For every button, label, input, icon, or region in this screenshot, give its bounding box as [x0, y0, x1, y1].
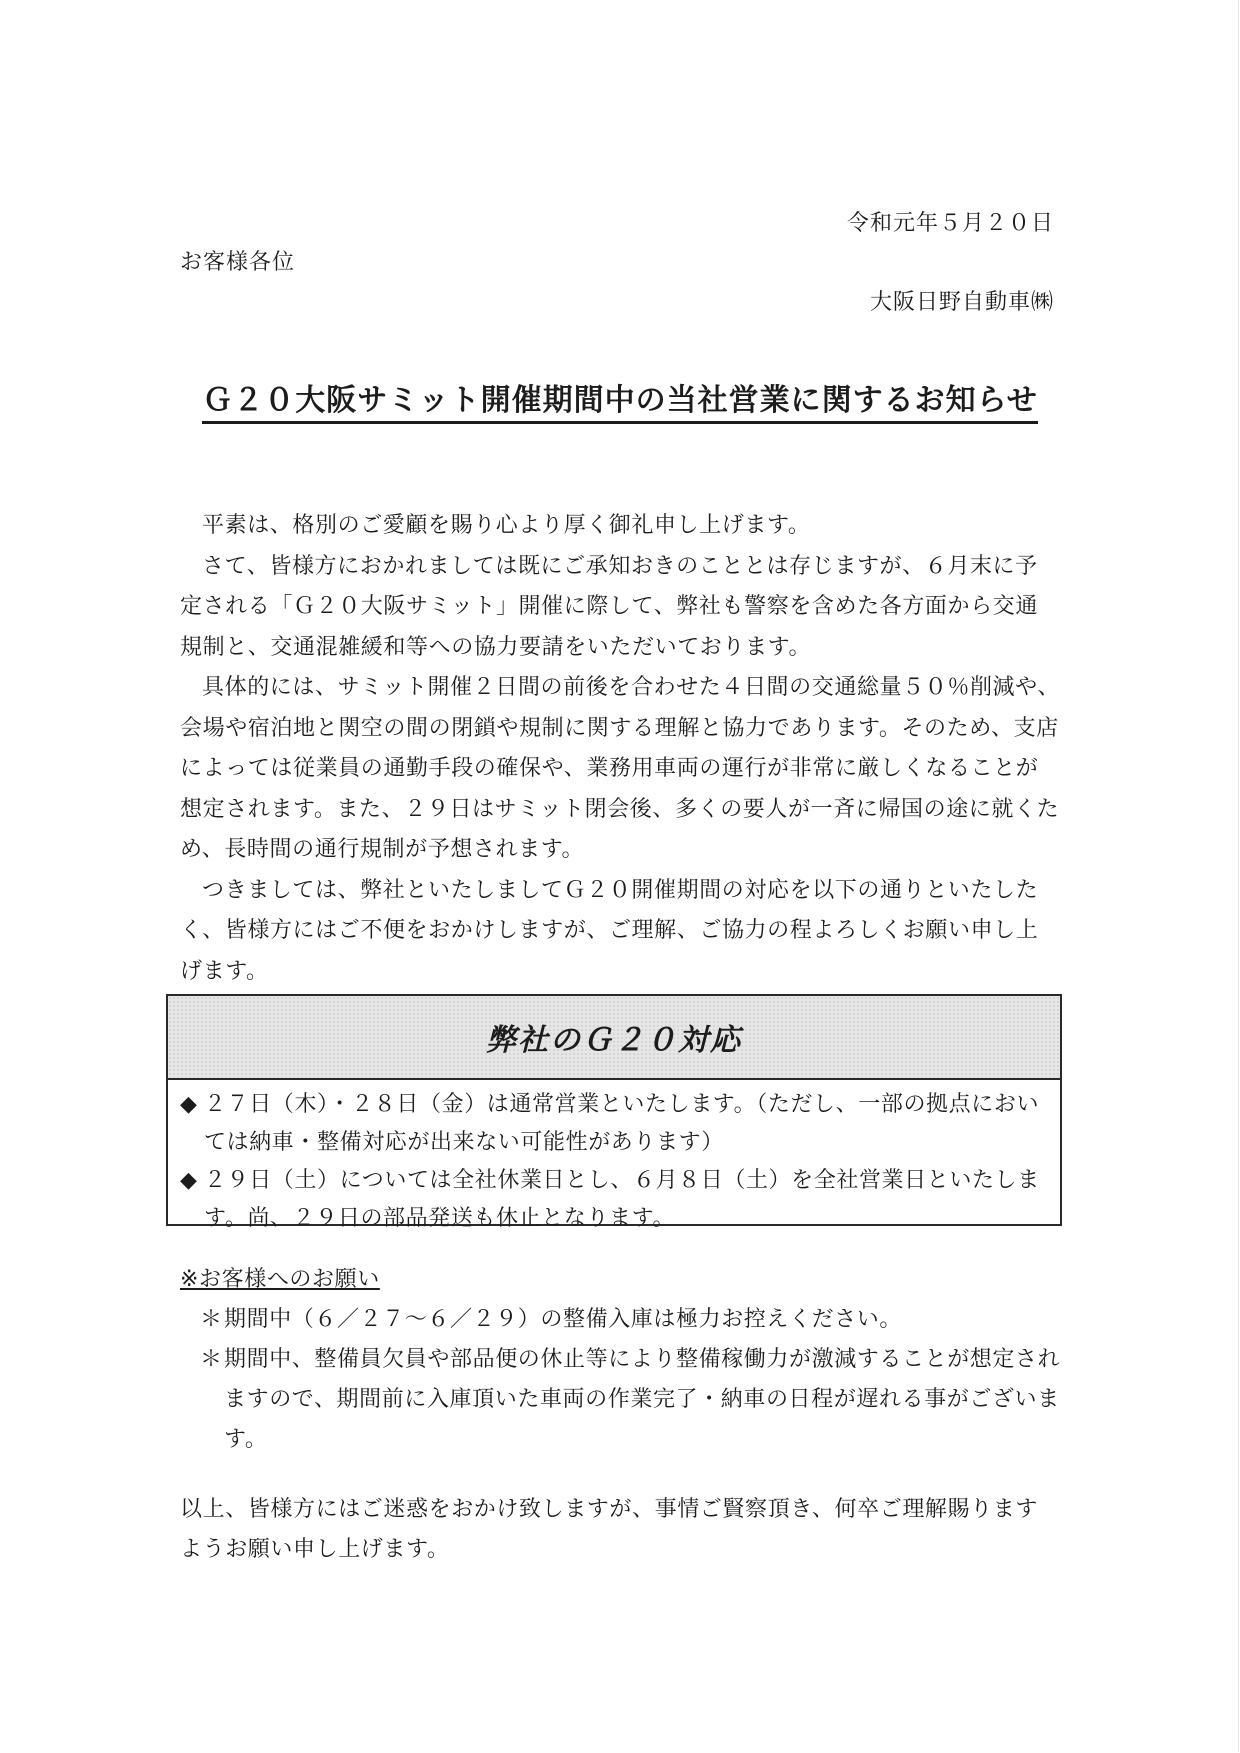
g20-bullet-item [180, 1162, 1048, 1238]
document-title: Ｇ２０大阪サミット開催期間中の当社営業に関するお知らせ [202, 383, 1038, 424]
g20-bullet-text: ２９日（土）については全社休業日とし、６月８日（土）を全社営業日といたします。尚、２９日の部品発送も休止となります。 [204, 1168, 1040, 1231]
body-paragraph: つきましては、弊社といたしましてＧ２０開催期間の対応を以下の通りといたしたく、皆様方にはご不便をおかけしますが、ご理解、ご協力の程よろしくお願い申し上げます。 [180, 877, 1039, 984]
diamond-bullet-icon: ◆ [180, 1168, 198, 1193]
asterisk-bullet-icon: ＊ [200, 1347, 223, 1372]
sender-company: 大阪日野自動車㈱ [869, 290, 1054, 315]
g20-box-heading: 弊社のＧ２０対応 [168, 996, 1060, 1080]
asterisk-bullet-icon: ＊ [200, 1307, 223, 1332]
g20-bullet-text: ２７日（木）・２８日（金）は通常営業といたします。（ただし、一部の拠点においては納車・整備対応が出来ない可能性があります） [204, 1092, 1040, 1155]
g20-response-box [166, 994, 1062, 1231]
g20-bullet-item [180, 1086, 1048, 1162]
document-title-wrapper [0, 375, 1240, 419]
requests-list [200, 1300, 1062, 1460]
recipient-line: お客様各位 [180, 250, 296, 275]
request-text: 期間中、整備員欠員や部品便の休止等により整備稼働力が激減することが想定されますので、期間前に入庫頂いた車両の作業完了・納車の日程が遅れる事がございます。 [224, 1347, 1061, 1452]
body-paragraph: さて、皆様方におかれましては既にご承知おきのこととは存じますが、６月末に予定される「Ｇ２０大阪サミット」開催に際して、弊社も警察を含めた各方面から交通規制と、交通混雑緩和等への協力要請をいただいております。 [180, 553, 1038, 660]
document-date: 令和元年５月２０日 [846, 211, 1054, 236]
body-paragraph: 具体的には、サミット開催２日間の前後を合わせた４日間の交通総量５０％削減や、会場や宿泊地と関空の間の閉鎖や規制に関する理解と協力であります。そのため、支店によっては従業員の通勤手段の確保や、業務用車両の運行が非常に厳しくなることが想定されます。また、２９日はサミット閉会後、多くの要人が一斉に帰国の途に就くため、長時間の通行規制が予想されます。 [180, 675, 1060, 862]
request-item [200, 1340, 1062, 1460]
request-text: 期間中（６／２７～６／２９）の整備入庫は極力お控えください。 [224, 1307, 903, 1332]
body-text [180, 506, 1060, 992]
requests-heading: ※お客様へのお願い [180, 1267, 380, 1292]
request-item [200, 1300, 1062, 1340]
closing-paragraph: 以上、皆様方にはご迷惑をおかけ致しますが、事情ご賢察頂き、何卒ご理解賜りますようお願い申し上げます。 [180, 1497, 1038, 1562]
body-paragraph: 平素は、格別のご愛顧を賜り心より厚く御礼申し上げます。 [202, 513, 811, 538]
diamond-bullet-icon: ◆ [180, 1092, 198, 1117]
g20-box-body [168, 1080, 1060, 1238]
